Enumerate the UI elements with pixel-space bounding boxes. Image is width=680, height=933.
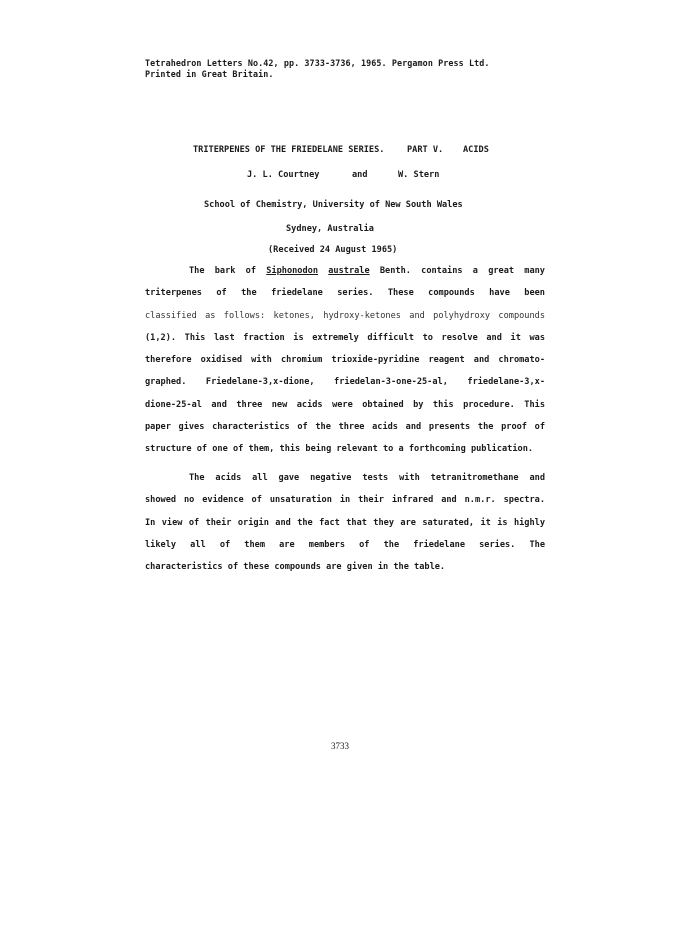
paragraph-1-line: triterpenes of the friedelane series. These compounds have been <box>145 288 545 299</box>
paragraph-1-line: paper gives characteristics of the three acids and presents the proof of <box>145 422 545 433</box>
paper-part: PART V. <box>407 145 444 155</box>
paper-title: TRITERPENES OF THE FRIEDELANE SERIES. <box>193 145 385 155</box>
text-run: Benth. contains a great many <box>369 266 545 276</box>
paragraph-1-line: dione-25-al and three new acids were obtained by this procedure. This <box>145 399 545 410</box>
author-conjunction: and <box>352 170 368 180</box>
journal-header <box>145 58 490 80</box>
paragraph-1-line: graphed. Friedelane-3,x-dione, friedelan-3-one-25-al, friedelane-3,x- <box>145 377 545 388</box>
genus-name: Siphonodon <box>266 266 319 276</box>
received-date: (Received 24 August 1965) <box>268 245 398 255</box>
journal-citation: Tetrahedron Letters No.42, pp. 3733-3736, 1965. Pergamon Press Ltd. <box>145 58 490 68</box>
paragraph-2-line: In view of their origin and the fact that they are saturated, it is highly <box>145 517 545 528</box>
paragraph-1-line: therefore oxidised with chromium trioxide-pyridine reagent and chromato- <box>145 355 545 366</box>
author-2: W. Stern <box>398 170 440 180</box>
printing-note: Printed in Great Britain. <box>145 69 274 79</box>
affiliation-line-1: School of Chemistry, University of New South Wales <box>204 200 463 210</box>
paragraph-1-line: classified as follows: ketones, hydroxy-ketones and polyhydroxy compounds <box>145 310 545 321</box>
author-1: J. L. Courtney <box>247 170 320 180</box>
paragraph-1 <box>145 260 545 461</box>
text-run: The bark of <box>189 266 267 276</box>
paragraph-2 <box>145 467 545 578</box>
paragraph-1-line: (1,2). This last fraction is extremely difficult to resolve and it was <box>145 332 545 343</box>
species-name: australe <box>328 266 370 276</box>
paragraph-1-line: structure of one of them, this being relevant to a forthcoming publication. <box>145 444 534 455</box>
text-run <box>318 266 328 276</box>
paper-subject: ACIDS <box>463 145 489 155</box>
affiliation-line-2: Sydney, Australia <box>286 224 374 234</box>
paragraph-2-line: The acids all gave negative tests with tetranitromethane and <box>189 473 545 483</box>
paragraph-2-line: likely all of them are members of the friedelane series. The <box>145 539 545 550</box>
page-number: 3733 <box>331 741 349 751</box>
paragraph-2-line: showed no evidence of unsaturation in their infrared and n.m.r. spectra. <box>145 495 545 506</box>
paragraph-1-line <box>145 260 545 282</box>
paragraph-2-line: characteristics of these compounds are given in the table. <box>145 562 446 573</box>
